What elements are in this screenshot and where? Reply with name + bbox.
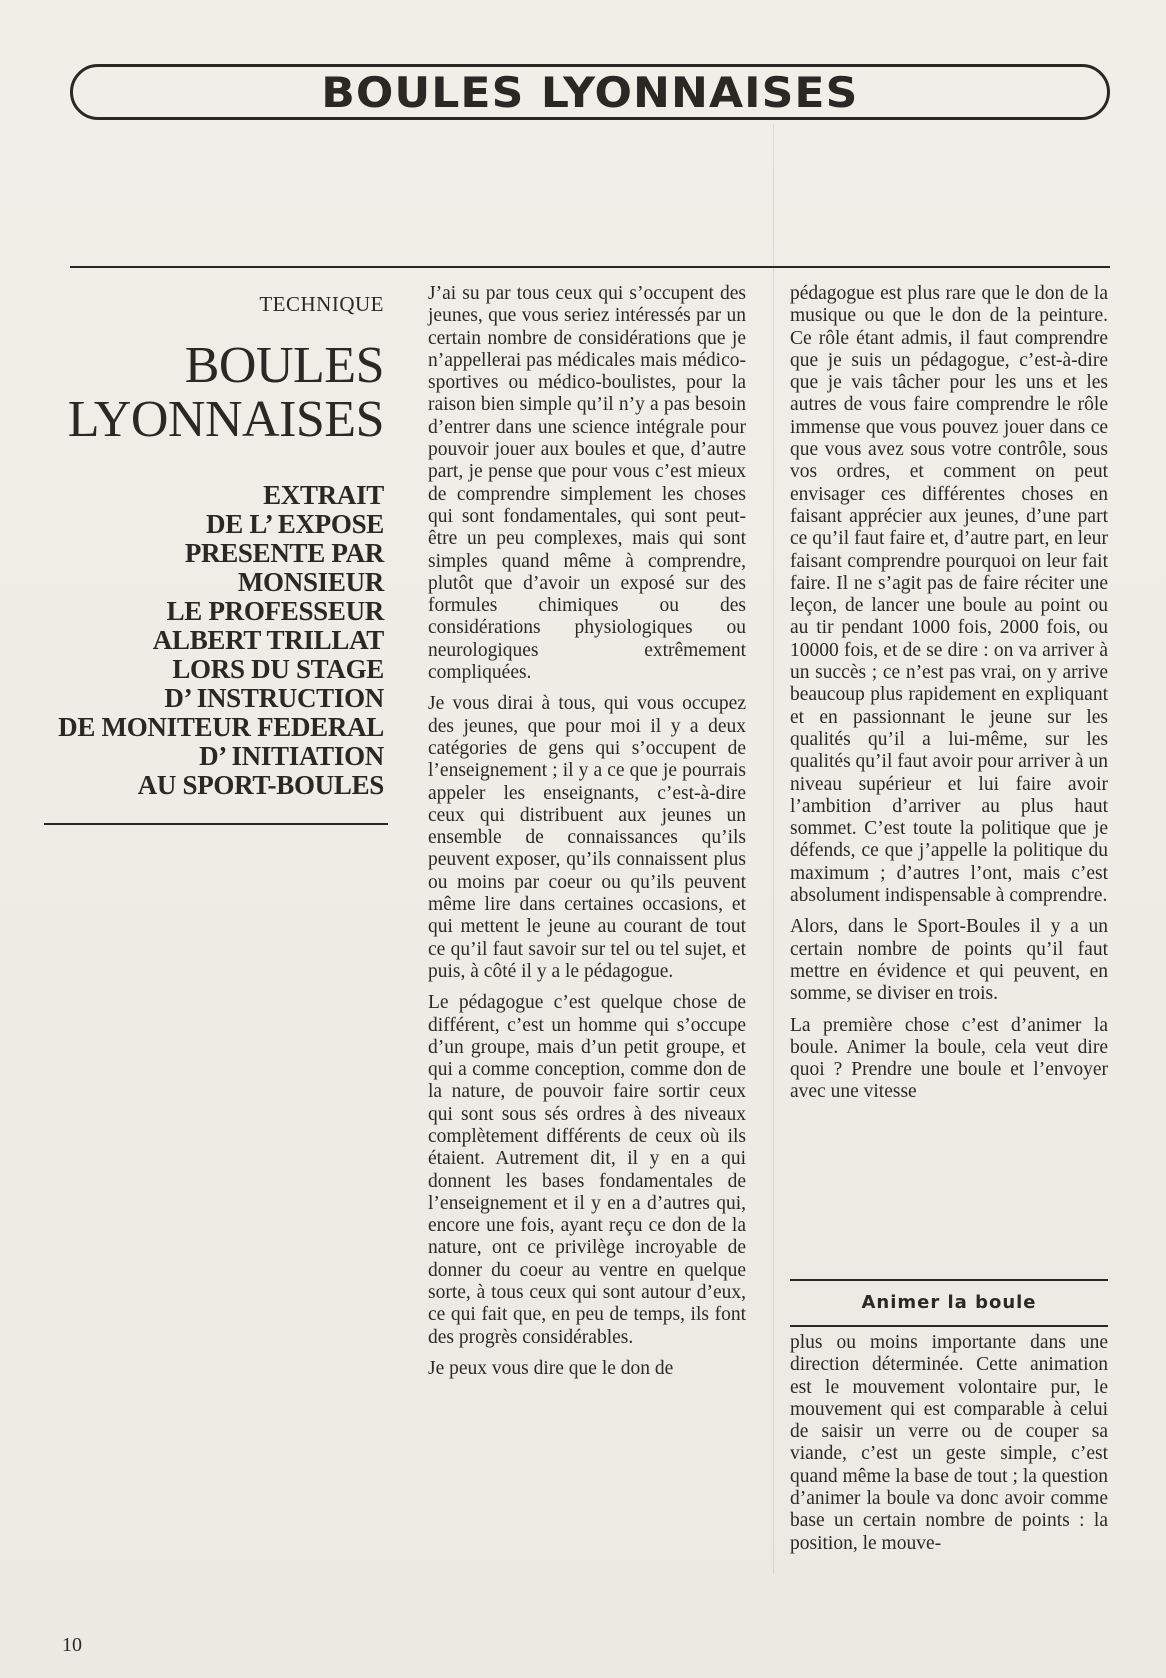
subheading: Animer la boule [861,1292,1037,1313]
article-intro [44,292,388,800]
column-divider [773,124,774,1574]
deck-line: MONSIEUR [237,567,384,597]
deck-line: D’ INITIATION [199,741,384,771]
deck-line: PRESENTE PAR [184,538,384,568]
article-deck [44,481,384,800]
body-column-3-continued [790,1332,1108,1564]
header-banner [70,64,1110,120]
body-column-2 [428,283,746,1389]
deck-line: ALBERT TRILLAT [152,625,384,655]
paragraph: pédagogue est plus rare que le don de la musique ou que le don de la peinture. Ce rôle étant admis, il faut comprendre que je suis un pédagogue, c’est-à-dire que je vais tâcher pour les uns et les autres de vous faire comprendre le rôle immense que vous pouvez jouer dans ce que vous avez sous votre contrôle, sous vos ordres, et comment on peut envisager ces différentes choses en faisant apprécier aux jeunes, d’une part ce qu’il faut faire et, d’autre part, en leur faisant comprendre pourquoi on leur fait faire. Il ne s’agit pas de faire réciter une leçon, de lancer une boule au point ou au tir pendant 1000 fois, 2000 fois, ou 10000 fois, et de se dire : on va arriver à un succès ; ce n’est pas vrai, on y arrive beaucoup plus rapidement en expliquant et en passionnant le jeune sur les qualités qu’il a lui-même, sur les qualités qu’il faut avoir pour arriver à un niveau supérieur et lui faire avoir l’ambition d’arriver au plus haut sommet. C’est toute la politique que je défends, ce que j’appelle la politique du maximum ; d’autres l’ont, mais c’est absolument indispensable à comprendre. [790,283,1108,907]
top-rule [70,266,1110,268]
subhead-rule-bottom [790,1325,1108,1327]
deck-line: DE MONITEUR FEDERAL [58,712,384,742]
deck-line: EXTRAIT [263,480,384,510]
paragraph: Alors, dans le Sport-Boules il y a un certain nombre de points qu’il faut mettre en évidence et qui peuvent, en somme, se diviser en trois. [790,916,1108,1005]
paragraph: J’ai su par tous ceux qui s’occupent des jeunes, que vous seriez intéressés par un certain nombre de considérations que je n’appellerai pas médicales mais médico-sportives ou médico-boulistes, pour la raison bien simple qu’il n’y a pas besoin d’entrer dans une science intégrale pour pouvoir jouer aux boules et que, d’autre part, je pense que pour vous c’est mieux de comprendre simplement les choses qui sont fondamentales, qui sont peut-être un peu complexes, mais qui sont simples quand même à comprendre, plutôt que d’avoir un exposé sur des formules chimiques ou des considérations physiologiques ou neurologiques extrêmement compliquées. [428,283,746,684]
title-line: LYONNAISES [67,391,384,448]
deck-line: AU SPORT-BOULES [137,770,384,800]
paragraph: La première chose c’est d’animer la boule. Animer la boule, cela veut dire quoi ? Prendre une boule et l’envoyer avec une vitesse [790,1014,1108,1103]
article-title [44,339,384,447]
title-line: BOULES [184,337,384,394]
subhead-rule-top [790,1279,1108,1281]
deck-line: LORS DU STAGE [172,654,384,684]
deck-line: DE L’ EXPOSE [206,509,384,539]
paragraph: Je peux vous dire que le don de [428,1357,674,1379]
intro-bottom-rule [44,823,388,825]
paragraph: plus ou moins importante dans une direction déterminée. Cette animation est le mouvement volontaire pur, le mouvement qui est comparable à celui de saisir un verre ou de couper sa viande, c’est un geste simple, c’est quand même la base de tout ; la question d’animer la boule va donc avoir comme base un certain nombre de points : la position, le mouve- [790,1332,1108,1554]
banner-title: BOULES LYONNAISES [321,67,859,117]
body-column-3 [790,283,1108,1113]
deck-line: D’ INSTRUCTION [164,683,384,713]
paragraph: Le pédagogue c’est quelque chose de différent, c’est un homme qui s’occupe d’un groupe, mais d’un petit groupe, et qui a comme conception, comme don de la nature, de pouvoir faire sortir ceux qui sont sous sés ordres à des niveaux complètement différents de ceux où ils étaient. Autrement dit, il y en a qui donnent les bases fondamentales de l’enseignement et il y en a d’autres qui, encore une fois, ayant reçu ce don de la nature, ont ce privilège incroyable de donner du coeur au ventre en quelque sorte, à tous ceux qui sont autour d’eux, ce qui fait que, en peu de temps, ils font des progrès considérables. [428,992,746,1348]
section-label: TECHNIQUE [259,292,384,316]
deck-line: LE PROFESSEUR [166,596,384,626]
paragraph: Je vous dirai à tous, qui vous occupez des jeunes, que pour moi il y a deux catégories de gens qui s’occupent de l’enseignement ; il y a ce que je pourrais appeler les enseignants, c’est-à-dire ceux qui distribuent aux jeunes un ensemble de connaissances qu’ils peuvent exposer, qu’ils connaissent plus ou moins par coeur ou qu’ils peuvent même lire dans certaines occasions, et qui mettent le jeune au courant de tout ce qu’il faut savoir sur tel ou tel sujet, et puis, à côté il y a le pédagogue. [428,693,746,982]
page-number: 10 [62,1634,82,1656]
